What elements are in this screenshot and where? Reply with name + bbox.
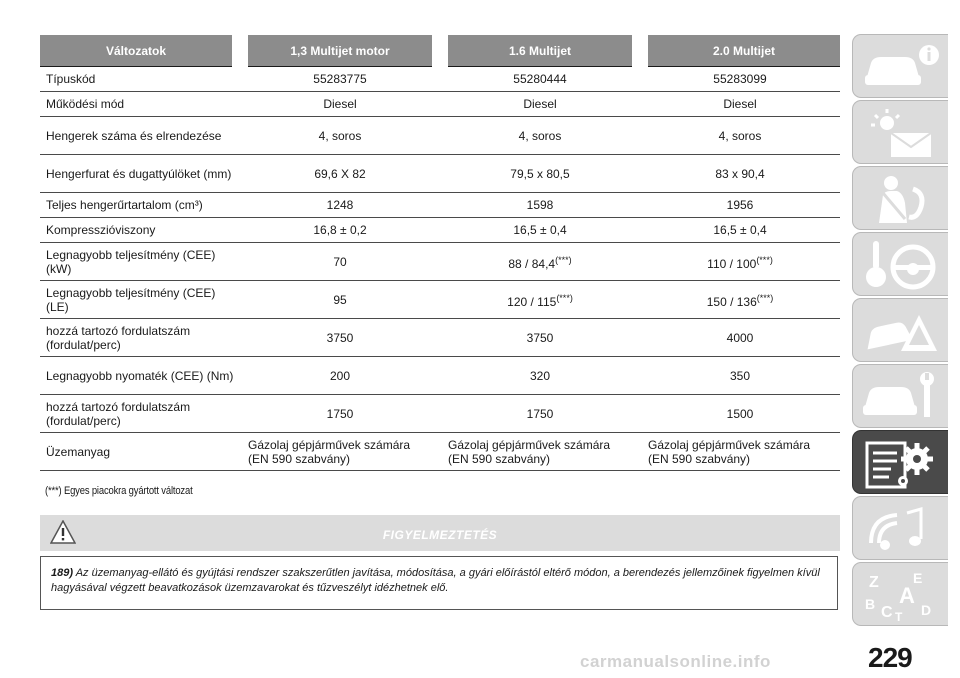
row-label: Hengerek száma és elrendezése [40,117,240,155]
table-header-row [40,35,840,67]
tab-starting-driving[interactable] [852,232,948,296]
warning-lights-envelope-icon [861,107,939,159]
header-1-6-multijet: 1.6 Multijet [440,35,640,67]
footnote-mark: (***) [555,254,572,265]
tab-safety[interactable] [852,166,948,230]
table-row [40,395,840,433]
warning-triangle-icon [50,520,76,544]
tab-emergency[interactable] [852,298,948,362]
technical-data-gear-icon [861,437,939,489]
cell-value: 1598 [440,193,640,218]
cell-value-with-footnote [440,281,640,319]
warning-number: 189) [51,567,74,579]
warning-title: FIGYELMEZTETÉS [382,528,498,542]
table-row [40,92,840,117]
cell-value: 120 / 115 [507,294,557,309]
cell-value: 1500 [640,395,840,433]
cell-value: 1750 [240,395,440,433]
car-service-wrench-icon [861,371,939,423]
cell-value: Diesel [640,92,840,117]
index-letter: D [921,602,932,618]
table-row [40,67,840,92]
table-row [40,243,840,281]
row-label: hozzá tartozó fordulatszám (fordulat/perc) [40,395,240,433]
cell-value-with-footnote [640,281,840,319]
index-letter: A [899,583,915,608]
footnote-mark: (***) [756,292,774,303]
row-label: hozzá tartozó fordulatszám (fordulat/perc) [40,319,240,357]
index-letter: T [895,610,903,621]
car-info-icon [861,41,939,93]
multimedia-signal-icon [861,503,939,555]
cell-value: 200 [240,357,440,395]
warning-header [40,515,840,551]
cell-value-with-footnote [640,243,840,281]
cell-value: 4000 [640,319,840,357]
key-steering-wheel-icon [861,239,939,291]
cell-value: 79,5 x 80,5 [440,155,640,193]
watermark: carmanualsonline.info [580,652,771,671]
cell-value: Gázolaj gépjárművek számára (EN 590 szabvány) [440,433,640,471]
tab-multimedia[interactable] [852,496,948,560]
header-1-3-multijet: 1,3 Multijet motor [240,35,440,67]
tab-car-info[interactable] [852,34,948,98]
table-row [40,218,840,243]
cell-value: 4, soros [440,117,640,155]
table-row [40,357,840,395]
index-letter: B [865,596,876,612]
tab-maintenance[interactable] [852,364,948,428]
cell-value: 88 / 84,4 [508,256,556,271]
row-label: Hengerfurat és dugattyúlöket (mm) [40,155,240,193]
row-label: Kompresszióviszony [40,218,240,243]
cell-value: 16,5 ± 0,4 [640,218,840,243]
cell-value: Diesel [440,92,640,117]
index-letter: C [881,604,893,621]
tab-index[interactable] [852,562,948,626]
accident-warning-triangle-icon [861,305,939,357]
header-variants: Változatok [40,35,240,67]
cell-value: 4, soros [640,117,840,155]
cell-value: 350 [640,357,840,395]
cell-value: 1248 [240,193,440,218]
alphabetical-index-icon [861,569,939,621]
cell-value: 1956 [640,193,840,218]
cell-value: 83 x 90,4 [640,155,840,193]
cell-value: Diesel [240,92,440,117]
index-letter: E [913,570,923,586]
cell-value: 3750 [440,319,640,357]
table-row [40,319,840,357]
cell-value: 55283775 [240,67,440,92]
warning-body [40,556,838,610]
cell-value: 16,8 ± 0,2 [240,218,440,243]
cell-value: 1750 [440,395,640,433]
page-number: 229 [868,642,912,673]
cell-value: 150 / 136 [706,294,757,309]
table-row [40,433,840,471]
seatbelt-airbag-icon [861,173,939,225]
cell-value: 55280444 [440,67,640,92]
engine-spec-table [40,35,840,471]
header-2-0-multijet: 2.0 Multijet [640,35,840,67]
cell-value-with-footnote [440,243,640,281]
table-row [40,155,840,193]
table-row [40,281,840,319]
cell-value: Gázolaj gépjárművek számára (EN 590 szabvány) [640,433,840,471]
row-label: Működési mód [40,92,240,117]
row-label: Legnagyobb nyomaték (CEE) (Nm) [40,357,240,395]
row-label: Üzemanyag [40,433,240,471]
index-letter: Z [869,574,879,591]
footnote-mark: (***) [556,292,573,303]
cell-value: 95 [240,281,440,319]
cell-value: 320 [440,357,640,395]
cell-value: 70 [240,243,440,281]
row-label: Teljes hengerűrtartalom (cm³) [40,193,240,218]
cell-value: 16,5 ± 0,4 [440,218,640,243]
row-label: Legnagyobb teljesítmény (CEE) (kW) [40,243,240,281]
cell-value: 110 / 100 [707,256,757,271]
tab-technical-data[interactable] [852,430,948,494]
cell-value: 3750 [240,319,440,357]
footnote-mark: (***) [756,254,773,265]
warning-text: Az üzemanyag-ellátó és gyújtási rendszer szakszerűtlen javítása, módosítása, a gyári előírástól eltérő módon, a berendezés jellemzőinek figyelmen kívül hagyásával végzett beavatkozások üzemzavarokat és tűzveszélyt idézhetnek elő. [51,567,820,594]
footnote-text: (***) Egyes piacokra gyártott változat [45,485,193,497]
cell-value: 4, soros [240,117,440,155]
cell-value: Gázolaj gépjárművek számára (EN 590 szabvány) [240,433,440,471]
table-row [40,193,840,218]
cell-value: 69,6 X 82 [240,155,440,193]
cell-value: 55283099 [640,67,840,92]
tab-warning-lights[interactable] [852,100,948,164]
row-label: Legnagyobb teljesítmény (CEE) (LE) [40,281,240,319]
row-label: Típuskód [40,67,240,92]
table-row [40,117,840,155]
